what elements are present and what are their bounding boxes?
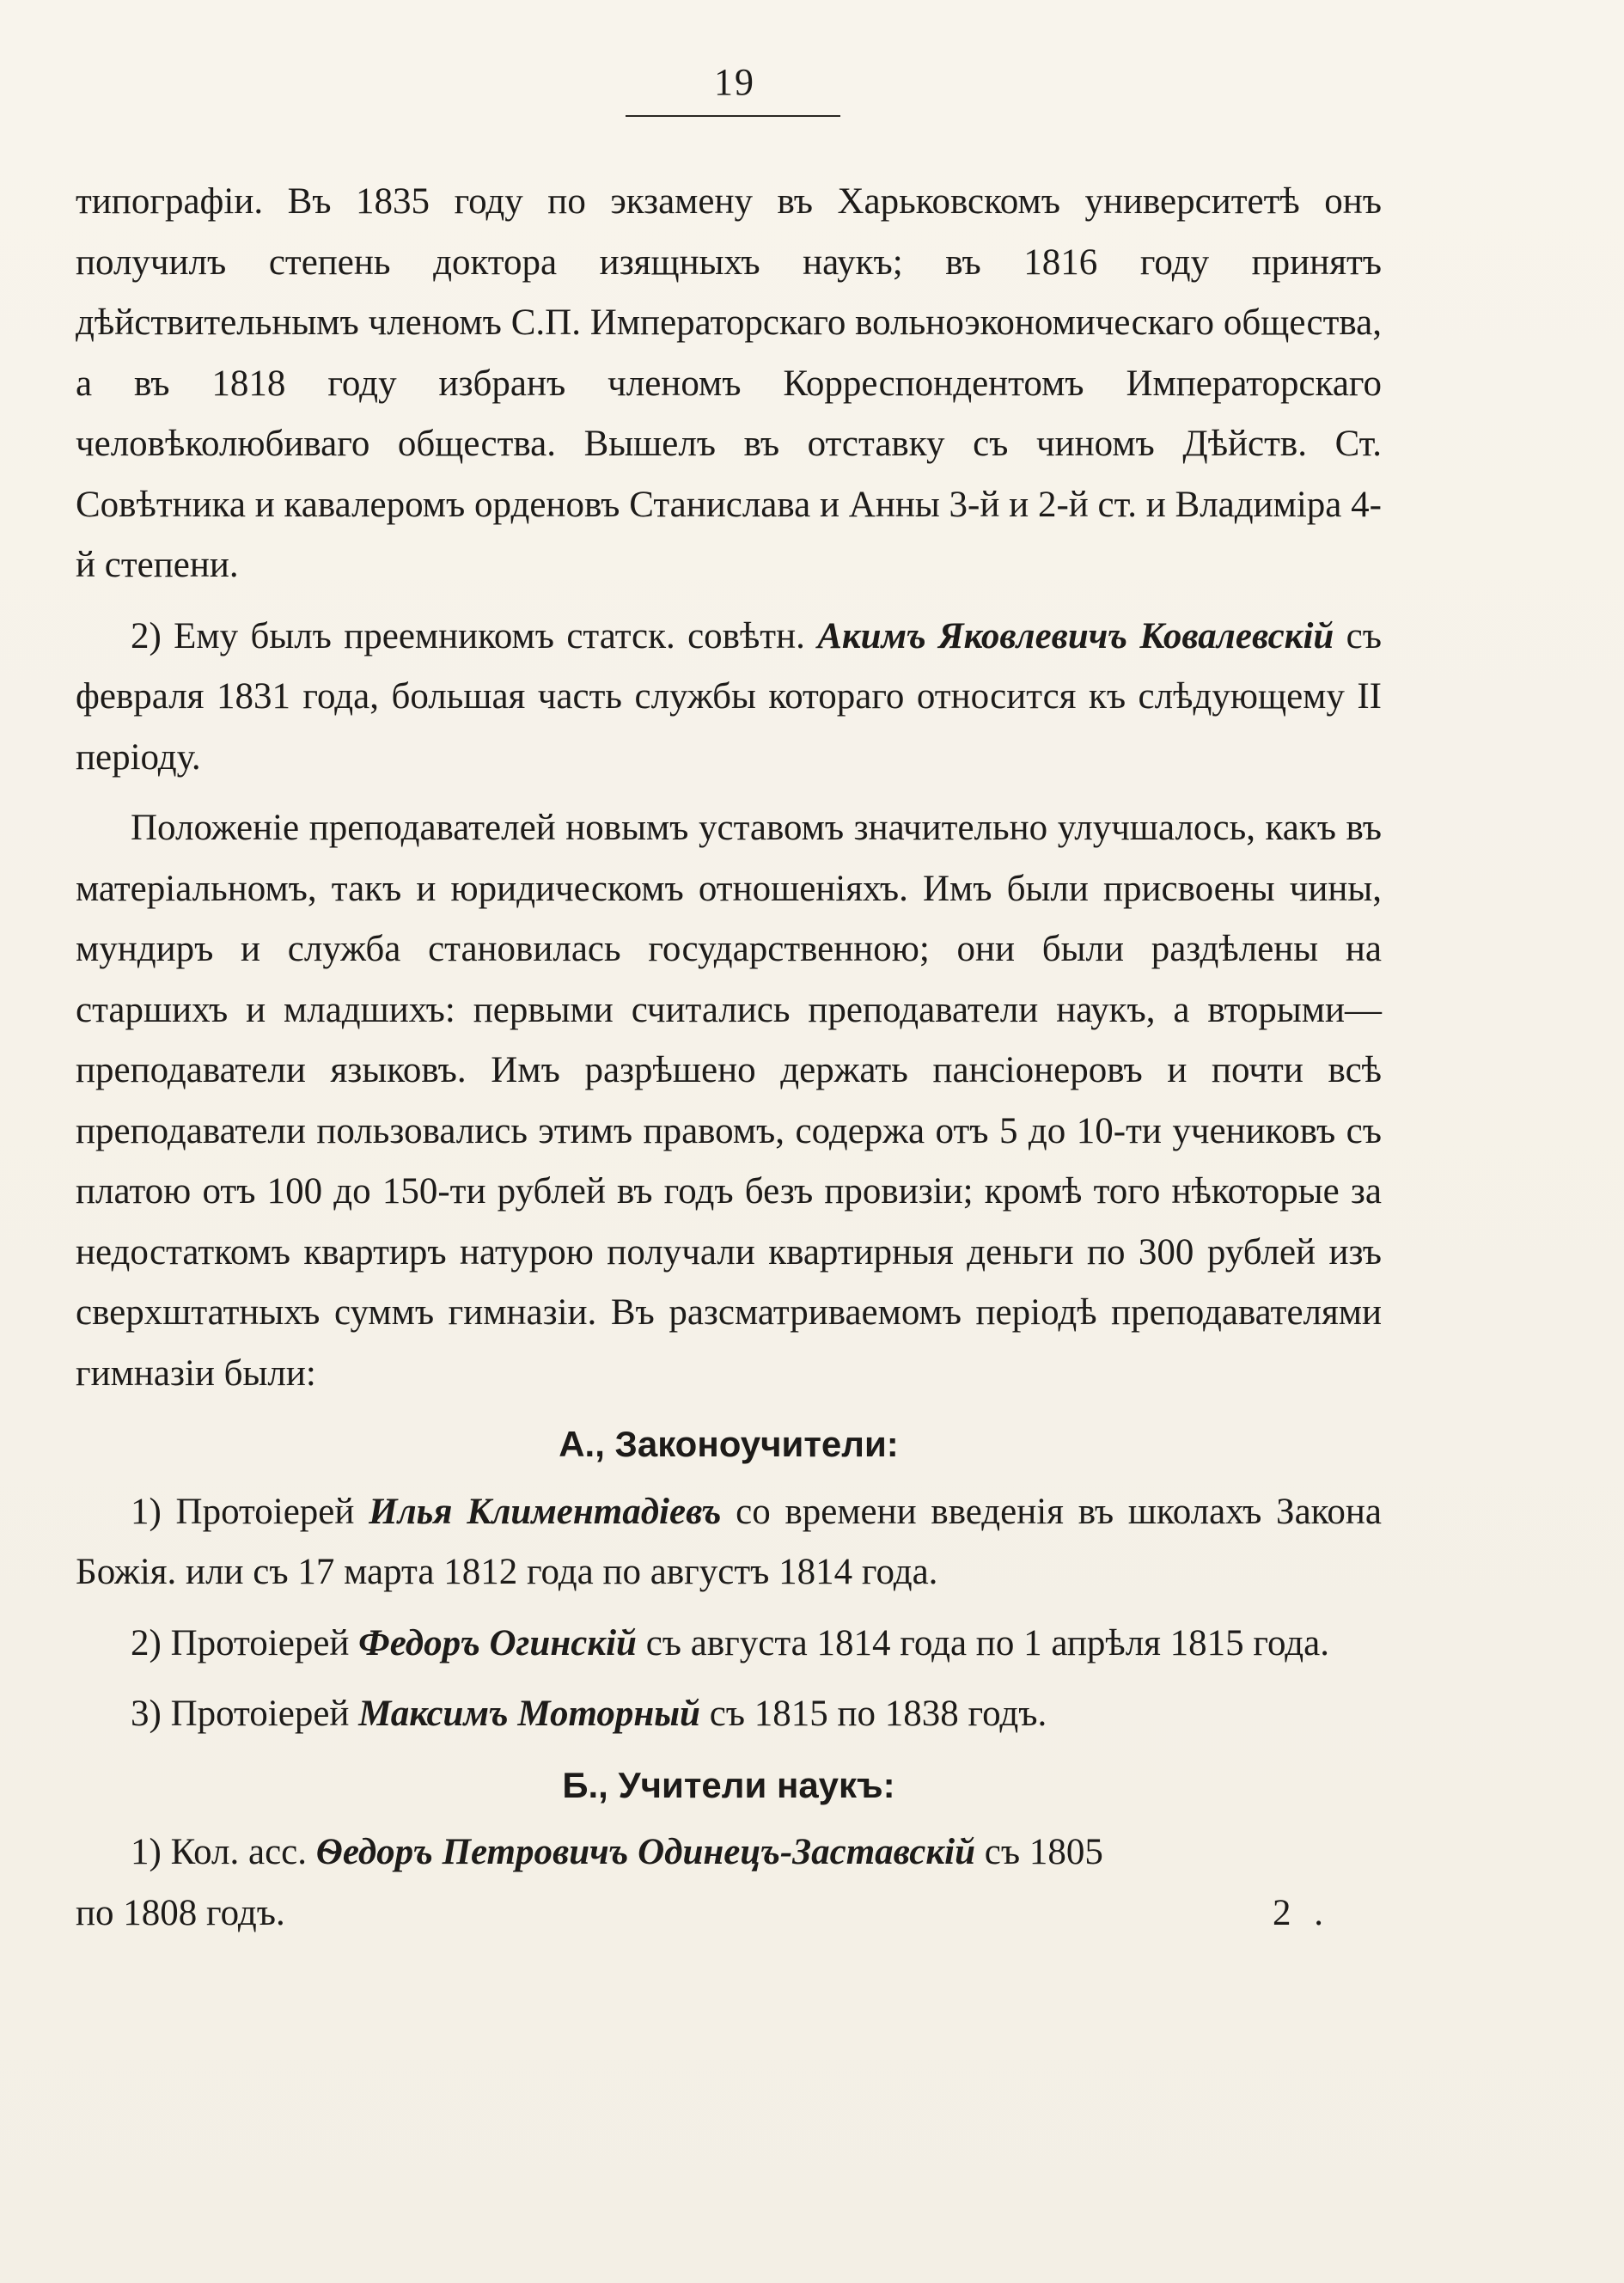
list-item-name: Максимъ Моторный xyxy=(358,1694,700,1734)
paragraph-2-end: съ февраля 1831 года, большая часть службы котораго относится къ слѣдующему II періоду. xyxy=(76,615,1382,778)
list-item xyxy=(76,1482,1382,1603)
list-item-name: Ѳедоръ Петровичъ Одинецъ-Заставскій xyxy=(315,1832,976,1872)
list-item-prefix: 3) Протоіерей xyxy=(131,1694,359,1734)
list-item-suffix: съ 1805 xyxy=(975,1832,1103,1872)
list-item-name: Федоръ Огинскій xyxy=(358,1622,637,1663)
paragraph-2-start: 2) Ему былъ преемникомъ статск. совѣтн. xyxy=(131,615,818,656)
list-item-suffix: съ августа 1814 года по 1 апрѣля 1815 года. xyxy=(636,1622,1329,1663)
paragraph-2 xyxy=(76,607,1382,789)
signature-mark: 2 . xyxy=(1273,1892,1330,1933)
page-number: 19 xyxy=(714,61,755,103)
list-item-name: Илья Климентадіевъ xyxy=(369,1491,722,1532)
section-a-heading: А., Законоучители: xyxy=(559,1424,899,1464)
section-b-heading: Б., Учители наукъ: xyxy=(562,1764,895,1805)
body-text xyxy=(76,172,1382,1944)
list-item xyxy=(76,1614,1382,1675)
header-rule xyxy=(626,115,840,117)
list-item-prefix: 1) Кол. асс. xyxy=(131,1832,316,1872)
list-item-suffix: съ 1815 по 1838 годъ. xyxy=(699,1694,1047,1734)
paragraph-1: типографіи. Въ 1835 году по экзамену въ Харьковскомъ университетѣ онъ получилъ степень доктора изящныхъ наукъ; въ 1816 году принятъ дѣйствительнымъ членомъ С.П. Императорскаго вольноэкономическаго общества, а въ 1818 году избранъ членомъ Корреспондентомъ Императорскаго человѣколюбиваго общества. Вышелъ въ отставку съ чиномъ Дѣйств. Ст. Совѣтника и кавалеромъ орденовъ Станислава и Анны 3-й и 2-й ст. и Владиміра 4-й степени. xyxy=(76,181,1382,585)
list-item-continuation: по 1808 годъ. xyxy=(76,1892,285,1933)
list-item-prefix: 2) Протоіерей xyxy=(131,1622,359,1663)
paragraph-2-name: Акимъ Яковлевичъ Ковалевскій xyxy=(817,615,1334,656)
list-item xyxy=(76,1684,1382,1745)
list-item xyxy=(76,1822,1382,1883)
last-line xyxy=(76,1883,1382,1944)
paragraph-3: Положеніе преподавателей новымъ уставомъ значительно улучшалось, какъ въ матеріальномъ, такъ и юридическомъ отношеніяхъ. Имъ были присвоены чины, мундиръ и служба становилась государственною; они были раздѣлены на старшихъ и младшихъ: первыми считались преподаватели наукъ, а вторыми—преподаватели языковъ. Имъ разрѣшено держать пансіонеровъ и почти всѣ преподаватели пользовались этимъ правомъ, содержа отъ 5 до 10-ти учениковъ съ платою отъ 100 до 150-ти рублей въ годъ безъ провизіи; кромѣ того нѣкоторые за недостаткомъ квартиръ натурою получали квартирныя деньги по 300 рублей изъ сверхштатныхъ суммъ гимназіи. Въ разсматриваемомъ періодѣ преподавателями гимназіи были: xyxy=(76,808,1382,1394)
list-item-suffix: со времени введенія въ школахъ Закона Божія. или съ 17 марта 1812 года по августъ 1814 года. xyxy=(76,1491,1382,1592)
list-item-prefix: 1) Протоіерей xyxy=(131,1491,369,1532)
